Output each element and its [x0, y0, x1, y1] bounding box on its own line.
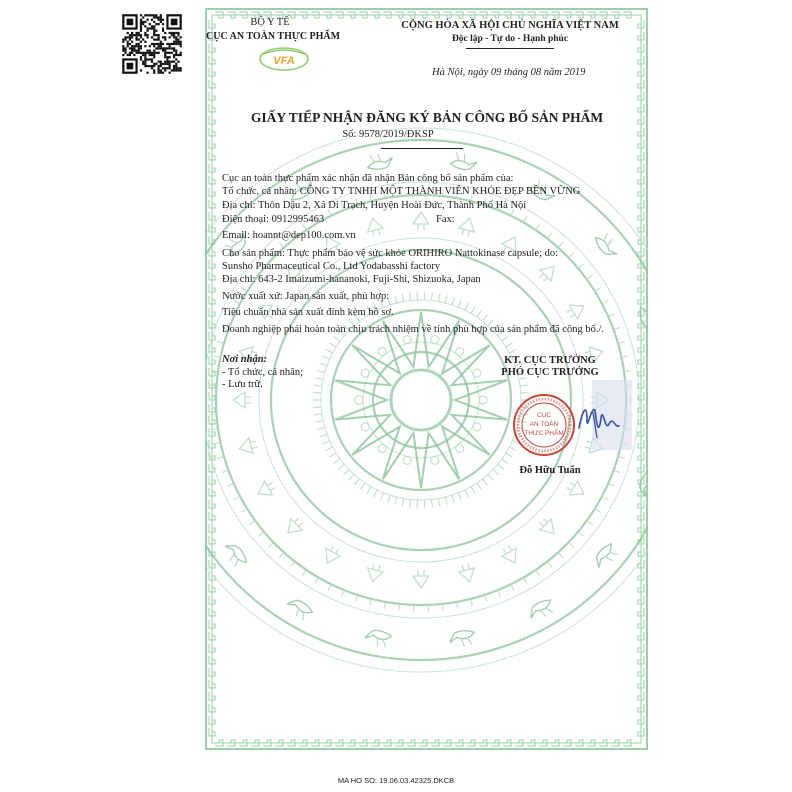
body-line: Tiêu chuẩn nhà sản xuất đính kèm hồ sơ.	[222, 307, 394, 318]
email-line: Email: hoannt@dep100.com.vn	[222, 230, 356, 241]
official-stamp-icon	[511, 392, 577, 458]
svg-text:THỰC PHẨM: THỰC PHẨM	[524, 430, 564, 437]
drum-star	[335, 312, 507, 488]
phone-line: Điện thoại: 0912995463	[222, 214, 325, 225]
fax-line: Fax:	[436, 214, 455, 225]
ministry-name: BỘ Y TẾ	[250, 17, 290, 28]
motto-underline	[466, 48, 554, 49]
svg-text:CỤC: CỤC	[536, 412, 552, 419]
handwritten-signature	[575, 398, 621, 442]
body-line: Địa chỉ: 643-2 Imaizumi-hananoki, Fuji-Shi, Shizuoka, Japan	[222, 274, 481, 285]
dossier-code: MA HO SO: 19.06.03.42325.DKCB	[337, 776, 455, 785]
qr-code-icon	[120, 12, 184, 76]
recipient-item: - Tổ chức, cá nhân;	[222, 367, 304, 378]
body-line: Nước xuất xứ: Japan sản xuất, phù hợp:	[222, 291, 390, 302]
body-line: Sunsho Pharmaceutical Co., Ltd Yodabasshi factory	[222, 261, 441, 272]
svg-text:VFA: VFA	[273, 55, 295, 67]
body-line: Địa chỉ: Thôn Dậu 2, Xã Di Trạch, Huyện Hoài Đức, Thành Phố Hà Nội	[222, 200, 527, 211]
department-name: CỤC AN TOÀN THỰC PHẨM	[206, 31, 341, 42]
document-number: Số: 9578/2019/ĐKSP	[342, 129, 434, 140]
country-name: CỘNG HÒA XÃ HỘI CHỦ NGHĨA VIỆT NAM	[401, 20, 619, 31]
body-line: Tổ chức, cá nhân: CÔNG TY TNHH MỘT THÀNH VIÊN KHỎE ĐẸP BỀN VỮNG	[222, 186, 581, 197]
recipient-item: - Lưu trữ.	[222, 379, 263, 390]
svg-text:AN TOÀN: AN TOÀN	[529, 421, 559, 428]
signer-role: KT. CỤC TRƯỞNG	[504, 355, 596, 366]
signer-name: Đỗ Hữu Tuấn	[519, 465, 581, 476]
title-underline	[381, 148, 463, 149]
recipients-heading: Nơi nhận:	[222, 354, 268, 365]
national-motto: Độc lập - Tự do - Hạnh phúc	[451, 34, 569, 44]
document-title: GIẤY TIẾP NHẬN ĐĂNG KÝ BẢN CÔNG BỐ SẢN PHẨM	[250, 110, 604, 125]
vfa-logo-icon	[258, 44, 310, 74]
body-line: Cục an toàn thực phẩm xác nhận đã nhận Bản công bố sản phẩm của:	[222, 173, 514, 184]
body-line: Cho sản phẩm: Thực phẩm bảo vệ sức khỏe ORIHIRO Nattokinase capsule; do:	[222, 248, 559, 259]
date-line: Hà Nội, ngày 09 tháng 08 năm 2019	[432, 67, 586, 78]
body-line: Doanh nghiệp phải hoàn toàn chịu trách nhiệm về tính phù hợp của sản phẩm đã công bố./.	[222, 324, 604, 335]
signer-role: PHÓ CỤC TRƯỞNG	[501, 367, 599, 378]
